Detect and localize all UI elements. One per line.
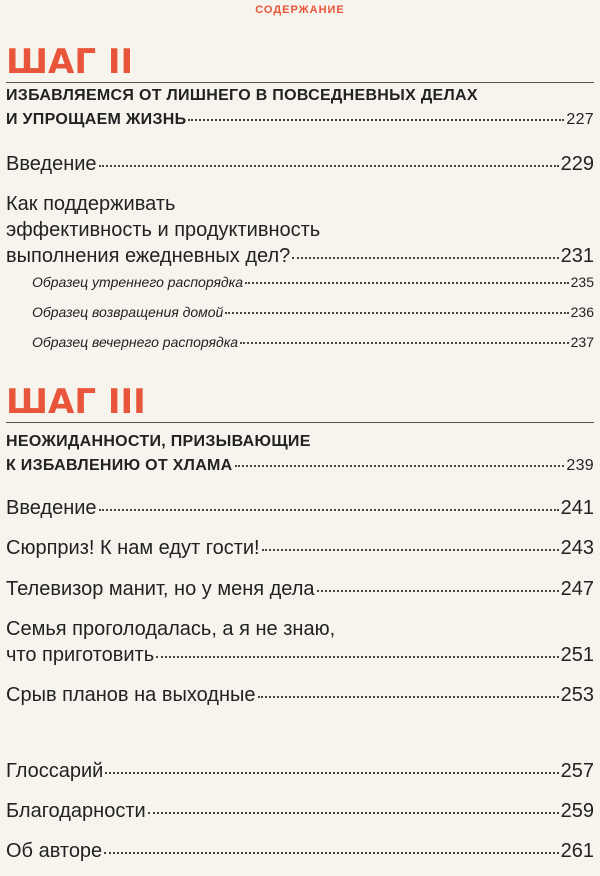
toc-page-number: 231 [560,245,594,267]
toc-page-number: 239 [566,457,594,474]
leader-dots [99,165,559,167]
leader-dots [262,549,559,551]
toc-entry-line: выполнения ежедневных дел? [6,245,291,267]
leader-dots [317,590,559,592]
leader-dots [240,342,569,344]
toc-chapter-line: И УПРОЩАЕМ ЖИЗНЬ [6,111,187,128]
leader-dots [245,282,569,284]
leader-dots [148,812,559,814]
leader-dots [105,772,558,774]
toc-entry-line: Как поддерживать [6,193,176,215]
toc-entry-intro-3[interactable] [6,495,594,521]
toc-entry-weekend[interactable] [6,682,594,708]
leader-dots [235,465,565,467]
toc-entry-line: эффективность и продуктивность [6,219,321,241]
toc-chapter-line: К ИЗБАВЛЕНИЮ ОТ ХЛАМА [6,457,233,474]
toc-sub-title: Образец возвращения домой [32,304,224,320]
toc-entry-hungry[interactable] [6,616,594,668]
section-rule [6,82,594,83]
running-head: СОДЕРЖАНИЕ [255,4,345,16]
toc-sub-title: Образец вечернего распорядка [32,334,239,350]
toc-sub-homecoming[interactable] [6,302,594,322]
leader-dots [225,312,568,314]
toc-entry-tv[interactable] [6,576,594,602]
toc-entry-line: Семья проголодалась, а я не знаю, [6,618,336,640]
toc-entry-title: Глоссарий [6,760,104,782]
toc-entry-acknowledgements[interactable] [6,798,594,824]
toc-page-number: 229 [560,153,594,175]
toc-entry-title: Благодарности [6,800,146,822]
toc-page-number: 247 [560,578,594,600]
toc-page-number: 259 [560,800,594,822]
toc-sub-title: Образец утреннего распорядка [32,274,244,290]
toc-entry-intro-2[interactable] [6,151,594,177]
toc-entry-title: Об авторе [6,840,103,862]
toc-chapter-step-3[interactable] [6,430,594,478]
toc-page-number: 235 [570,274,594,290]
toc-page-number: 227 [566,111,594,128]
toc-entry-title: Введение [6,153,97,175]
section-title-step-3: ШАГ III [6,382,146,422]
section-rule [6,422,594,423]
toc-sub-morning[interactable] [6,272,594,292]
toc-chapter-line: ИЗБАВЛЯЕМСЯ ОТ ЛИШНЕГО В ПОВСЕДНЕВНЫХ ДЕЛАХ [6,87,478,104]
toc-sub-evening[interactable] [6,332,594,352]
toc-entry-title: Телевизор манит, но у меня дела [6,578,315,600]
toc-page-number: 257 [560,760,594,782]
toc-entry-line: что приготовить [6,644,155,666]
toc-entry-guests[interactable] [6,535,594,561]
toc-page-number: 261 [560,840,594,862]
leader-dots [258,696,559,698]
toc-entry-glossary[interactable] [6,758,594,784]
section-title-step-2: ШАГ II [6,42,134,82]
toc-chapter-line: НЕОЖИДАННОСТИ, ПРИЗЫВАЮЩИЕ [6,433,311,450]
toc-page-number: 241 [560,497,594,519]
leader-dots [292,257,558,259]
toc-entry-about-author[interactable] [6,838,594,864]
leader-dots [104,852,558,854]
toc-entry-title: Сюрприз! К нам едут гости! [6,537,260,559]
toc-entry-title: Введение [6,497,97,519]
leader-dots [156,656,558,658]
toc-chapter-step-2[interactable] [6,84,594,132]
toc-entry-efficiency[interactable] [6,191,594,269]
toc-entry-title: Срыв планов на выходные [6,684,256,706]
toc-page-number: 253 [560,684,594,706]
toc-page-number: 243 [560,537,594,559]
toc-page-number: 237 [570,334,594,350]
toc-page-number: 251 [560,644,594,666]
toc-page-number: 236 [570,304,594,320]
leader-dots [188,119,564,121]
leader-dots [99,509,559,511]
